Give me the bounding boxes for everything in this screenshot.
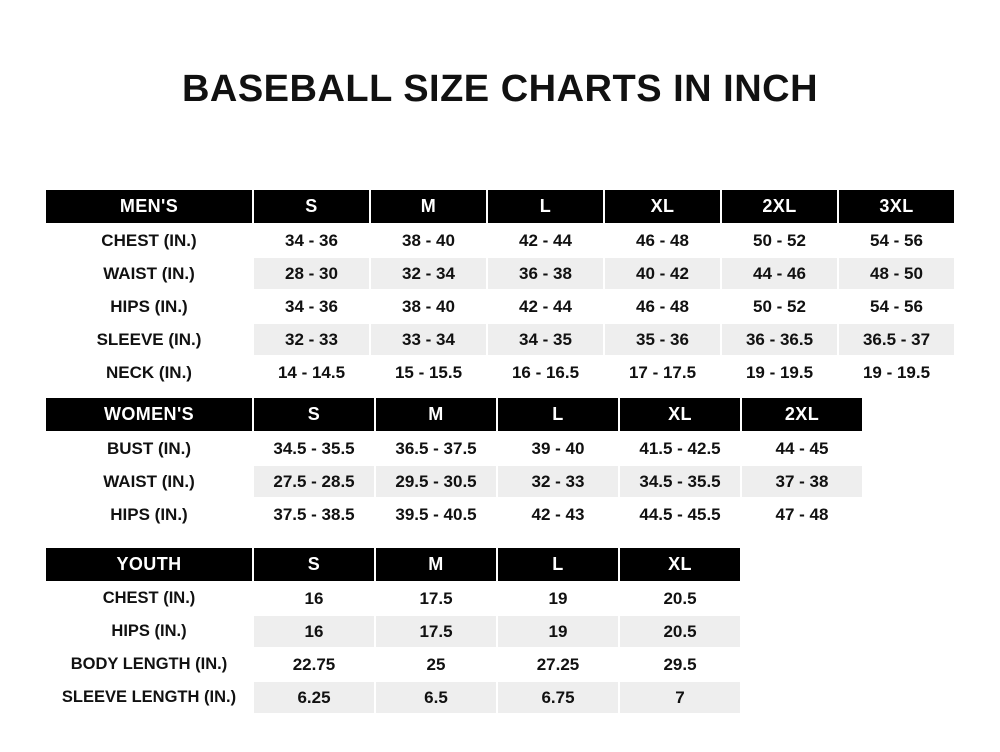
table-cell: 50 - 52 (721, 290, 838, 323)
table-cell: 6.5 (375, 681, 497, 714)
table-cell: 19 (497, 615, 619, 648)
column-header: S (253, 397, 375, 432)
table-cell: 27.25 (497, 648, 619, 681)
column-header: S (253, 547, 375, 582)
table-cell: 20.5 (619, 615, 741, 648)
table-row (45, 224, 955, 257)
table-cell: 34.5 - 35.5 (619, 465, 741, 498)
table-row (45, 615, 741, 648)
table-cell: 16 (253, 615, 375, 648)
table-cell: 19 (497, 582, 619, 615)
youth-size-chart (44, 546, 742, 715)
table-cell: 16 (253, 582, 375, 615)
row-label: CHEST (IN.) (45, 224, 253, 257)
column-header: XL (619, 397, 741, 432)
table-cell: 42 - 44 (487, 224, 604, 257)
table-cell: 33 - 34 (370, 323, 487, 356)
column-header: 2XL (741, 397, 863, 432)
table-cell: 38 - 40 (370, 224, 487, 257)
column-header: XL (604, 189, 721, 224)
table-cell: 44 - 46 (721, 257, 838, 290)
table-cell: 36.5 - 37 (838, 323, 955, 356)
table-cell: 34 - 35 (487, 323, 604, 356)
table-cell: 38 - 40 (370, 290, 487, 323)
column-header: YOUTH (45, 547, 253, 582)
column-header: 3XL (838, 189, 955, 224)
table-cell: 35 - 36 (604, 323, 721, 356)
table-cell: 19 - 19.5 (721, 356, 838, 389)
table-cell: 40 - 42 (604, 257, 721, 290)
table-cell: 27.5 - 28.5 (253, 465, 375, 498)
column-header: 2XL (721, 189, 838, 224)
row-label: HIPS (IN.) (45, 498, 253, 531)
table-cell: 37.5 - 38.5 (253, 498, 375, 531)
table-cell: 39.5 - 40.5 (375, 498, 497, 531)
table-cell: 54 - 56 (838, 224, 955, 257)
mens-size-chart (44, 188, 956, 390)
table-cell: 34 - 36 (253, 224, 370, 257)
table-cell: 47 - 48 (741, 498, 863, 531)
table-cell: 28 - 30 (253, 257, 370, 290)
column-header: L (497, 397, 619, 432)
table-cell: 6.75 (497, 681, 619, 714)
table-cell: 36 - 36.5 (721, 323, 838, 356)
table-cell: 16 - 16.5 (487, 356, 604, 389)
table-cell: 32 - 33 (497, 465, 619, 498)
womens-size-chart (44, 396, 864, 532)
table-cell: 20.5 (619, 582, 741, 615)
row-label: NECK (IN.) (45, 356, 253, 389)
table-cell: 17.5 (375, 582, 497, 615)
table-row (45, 257, 955, 290)
column-header: M (375, 397, 497, 432)
table-header-row (45, 547, 741, 582)
table-cell: 34.5 - 35.5 (253, 432, 375, 465)
table-row (45, 648, 741, 681)
row-label: HIPS (IN.) (45, 290, 253, 323)
table-cell: 48 - 50 (838, 257, 955, 290)
table-cell: 37 - 38 (741, 465, 863, 498)
table-cell: 29.5 - 30.5 (375, 465, 497, 498)
table-cell: 7 (619, 681, 741, 714)
table-cell: 32 - 34 (370, 257, 487, 290)
table-cell: 25 (375, 648, 497, 681)
row-label: CHEST (IN.) (45, 582, 253, 615)
table-cell: 14 - 14.5 (253, 356, 370, 389)
table-cell: 34 - 36 (253, 290, 370, 323)
row-label: WAIST (IN.) (45, 257, 253, 290)
table-cell: 29.5 (619, 648, 741, 681)
column-header: L (487, 189, 604, 224)
table-cell: 41.5 - 42.5 (619, 432, 741, 465)
table-cell: 39 - 40 (497, 432, 619, 465)
column-header: WOMEN'S (45, 397, 253, 432)
table-cell: 15 - 15.5 (370, 356, 487, 389)
column-header: XL (619, 547, 741, 582)
table-row (45, 323, 955, 356)
table-row (45, 681, 741, 714)
table-cell: 17 - 17.5 (604, 356, 721, 389)
row-label: BUST (IN.) (45, 432, 253, 465)
column-header: M (375, 547, 497, 582)
table-row (45, 356, 955, 389)
table-cell: 46 - 48 (604, 224, 721, 257)
table-row (45, 498, 863, 531)
row-label: WAIST (IN.) (45, 465, 253, 498)
table-cell: 42 - 44 (487, 290, 604, 323)
column-header: S (253, 189, 370, 224)
table-cell: 17.5 (375, 615, 497, 648)
table-header-row (45, 189, 955, 224)
row-label: HIPS (IN.) (45, 615, 253, 648)
table-cell: 42 - 43 (497, 498, 619, 531)
row-label: SLEEVE LENGTH (IN.) (45, 681, 253, 714)
row-label: SLEEVE (IN.) (45, 323, 253, 356)
table-cell: 44 - 45 (741, 432, 863, 465)
table-row (45, 582, 741, 615)
table-row (45, 465, 863, 498)
table-cell: 32 - 33 (253, 323, 370, 356)
column-header: M (370, 189, 487, 224)
table-header-row (45, 397, 863, 432)
table-cell: 46 - 48 (604, 290, 721, 323)
table-row (45, 290, 955, 323)
table-cell: 44.5 - 45.5 (619, 498, 741, 531)
row-label: BODY LENGTH (IN.) (45, 648, 253, 681)
column-header: L (497, 547, 619, 582)
table-cell: 36 - 38 (487, 257, 604, 290)
table-row (45, 432, 863, 465)
column-header: MEN'S (45, 189, 253, 224)
table-cell: 50 - 52 (721, 224, 838, 257)
table-cell: 22.75 (253, 648, 375, 681)
table-cell: 54 - 56 (838, 290, 955, 323)
page-title: BASEBALL SIZE CHARTS IN INCH (181, 68, 819, 110)
table-cell: 19 - 19.5 (838, 356, 955, 389)
table-cell: 36.5 - 37.5 (375, 432, 497, 465)
table-cell: 6.25 (253, 681, 375, 714)
